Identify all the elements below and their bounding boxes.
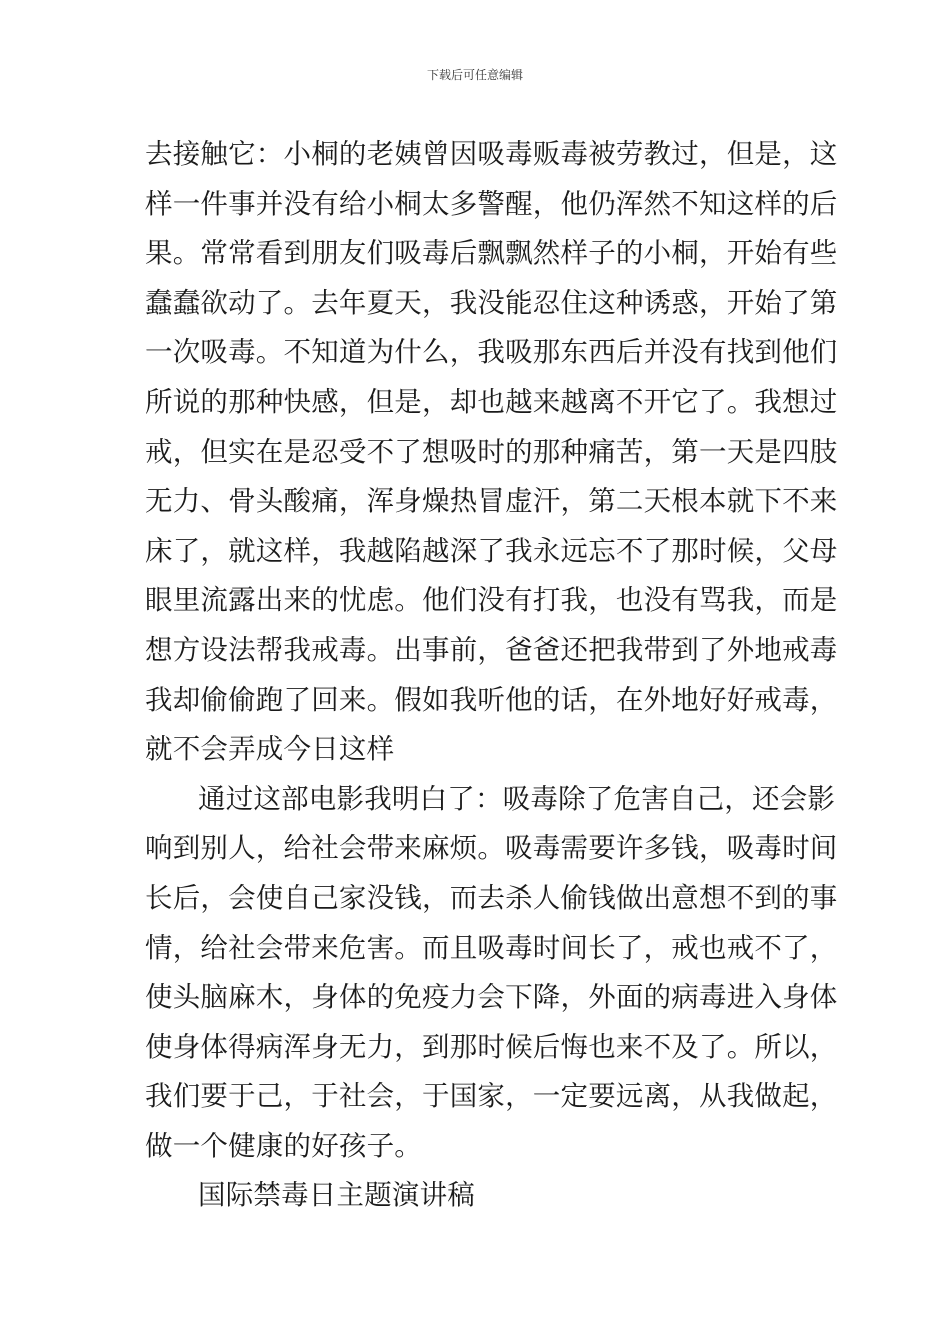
text-line: 情，给社会带来危害。而且吸毒时间长了，戒也戒不了， — [145, 931, 838, 964]
text-line: 使头脑麻木，身体的免疫力会下降，外面的病毒进入身体 — [145, 981, 838, 1014]
text-line: 戒，但实在是忍受不了想吸时的那种痛苦，第一天是四肢 — [145, 435, 838, 468]
text-line: 我却偷偷跑了回来。假如我听他的话，在外地好好戒毒， — [145, 683, 838, 716]
text-line: 响到别人，给社会带来麻烦。吸毒需要许多钱，吸毒时间 — [145, 832, 838, 865]
document-body — [145, 130, 838, 1221]
text-line: 长后，会使自己家没钱，而去杀人偷钱做出意想不到的事 — [145, 881, 838, 914]
text-line: 使身体得病浑身无力，到那时候后悔也来不及了。所以， — [145, 1030, 838, 1063]
text-line: 所说的那种快感，但是，却也越来越离不开它了。我想过 — [145, 385, 838, 418]
text-line: 我们要于己，于社会，于国家，一定要远离，从我做起， — [145, 1080, 838, 1113]
text-line: 一次吸毒。不知道为什么，我吸那东西后并没有找到他们 — [145, 336, 838, 369]
text-line: 去接触它：小桐的老姨曾因吸毒贩毒被劳教过，但是，这 — [145, 138, 838, 170]
text-line: 就不会弄成今日这样 — [145, 733, 395, 766]
text-line: 样一件事并没有给小桐太多警醒，他仍浑然不知这样的后 — [145, 187, 838, 220]
text-line: 床了，就这样，我越陷越深了我永远忘不了那时候，父母 — [145, 534, 838, 567]
paragraph-start-line: 通过这部电影我明白了：吸毒除了危害自己，还会影 — [198, 782, 836, 815]
text-line: 做一个健康的好孩子。 — [145, 1129, 422, 1162]
page-header: 下载后可任意编辑 — [426, 68, 523, 82]
section-title: 国际禁毒日主题演讲稿 — [198, 1179, 475, 1212]
text-line: 果。常常看到朋友们吸毒后飘飘然样子的小桐，开始有些 — [145, 237, 838, 270]
text-line: 想方设法帮我戒毒。出事前，爸爸还把我带到了外地戒毒 — [145, 633, 838, 666]
text-line: 蠢蠢欲动了。去年夏天，我没能忍住这种诱惑，开始了第 — [145, 286, 838, 319]
text-line: 眼里流露出来的忧虑。他们没有打我，也没有骂我，而是 — [145, 584, 838, 617]
text-line: 无力、骨头酸痛，浑身燥热冒虚汗，第二天根本就下不来 — [145, 485, 838, 518]
